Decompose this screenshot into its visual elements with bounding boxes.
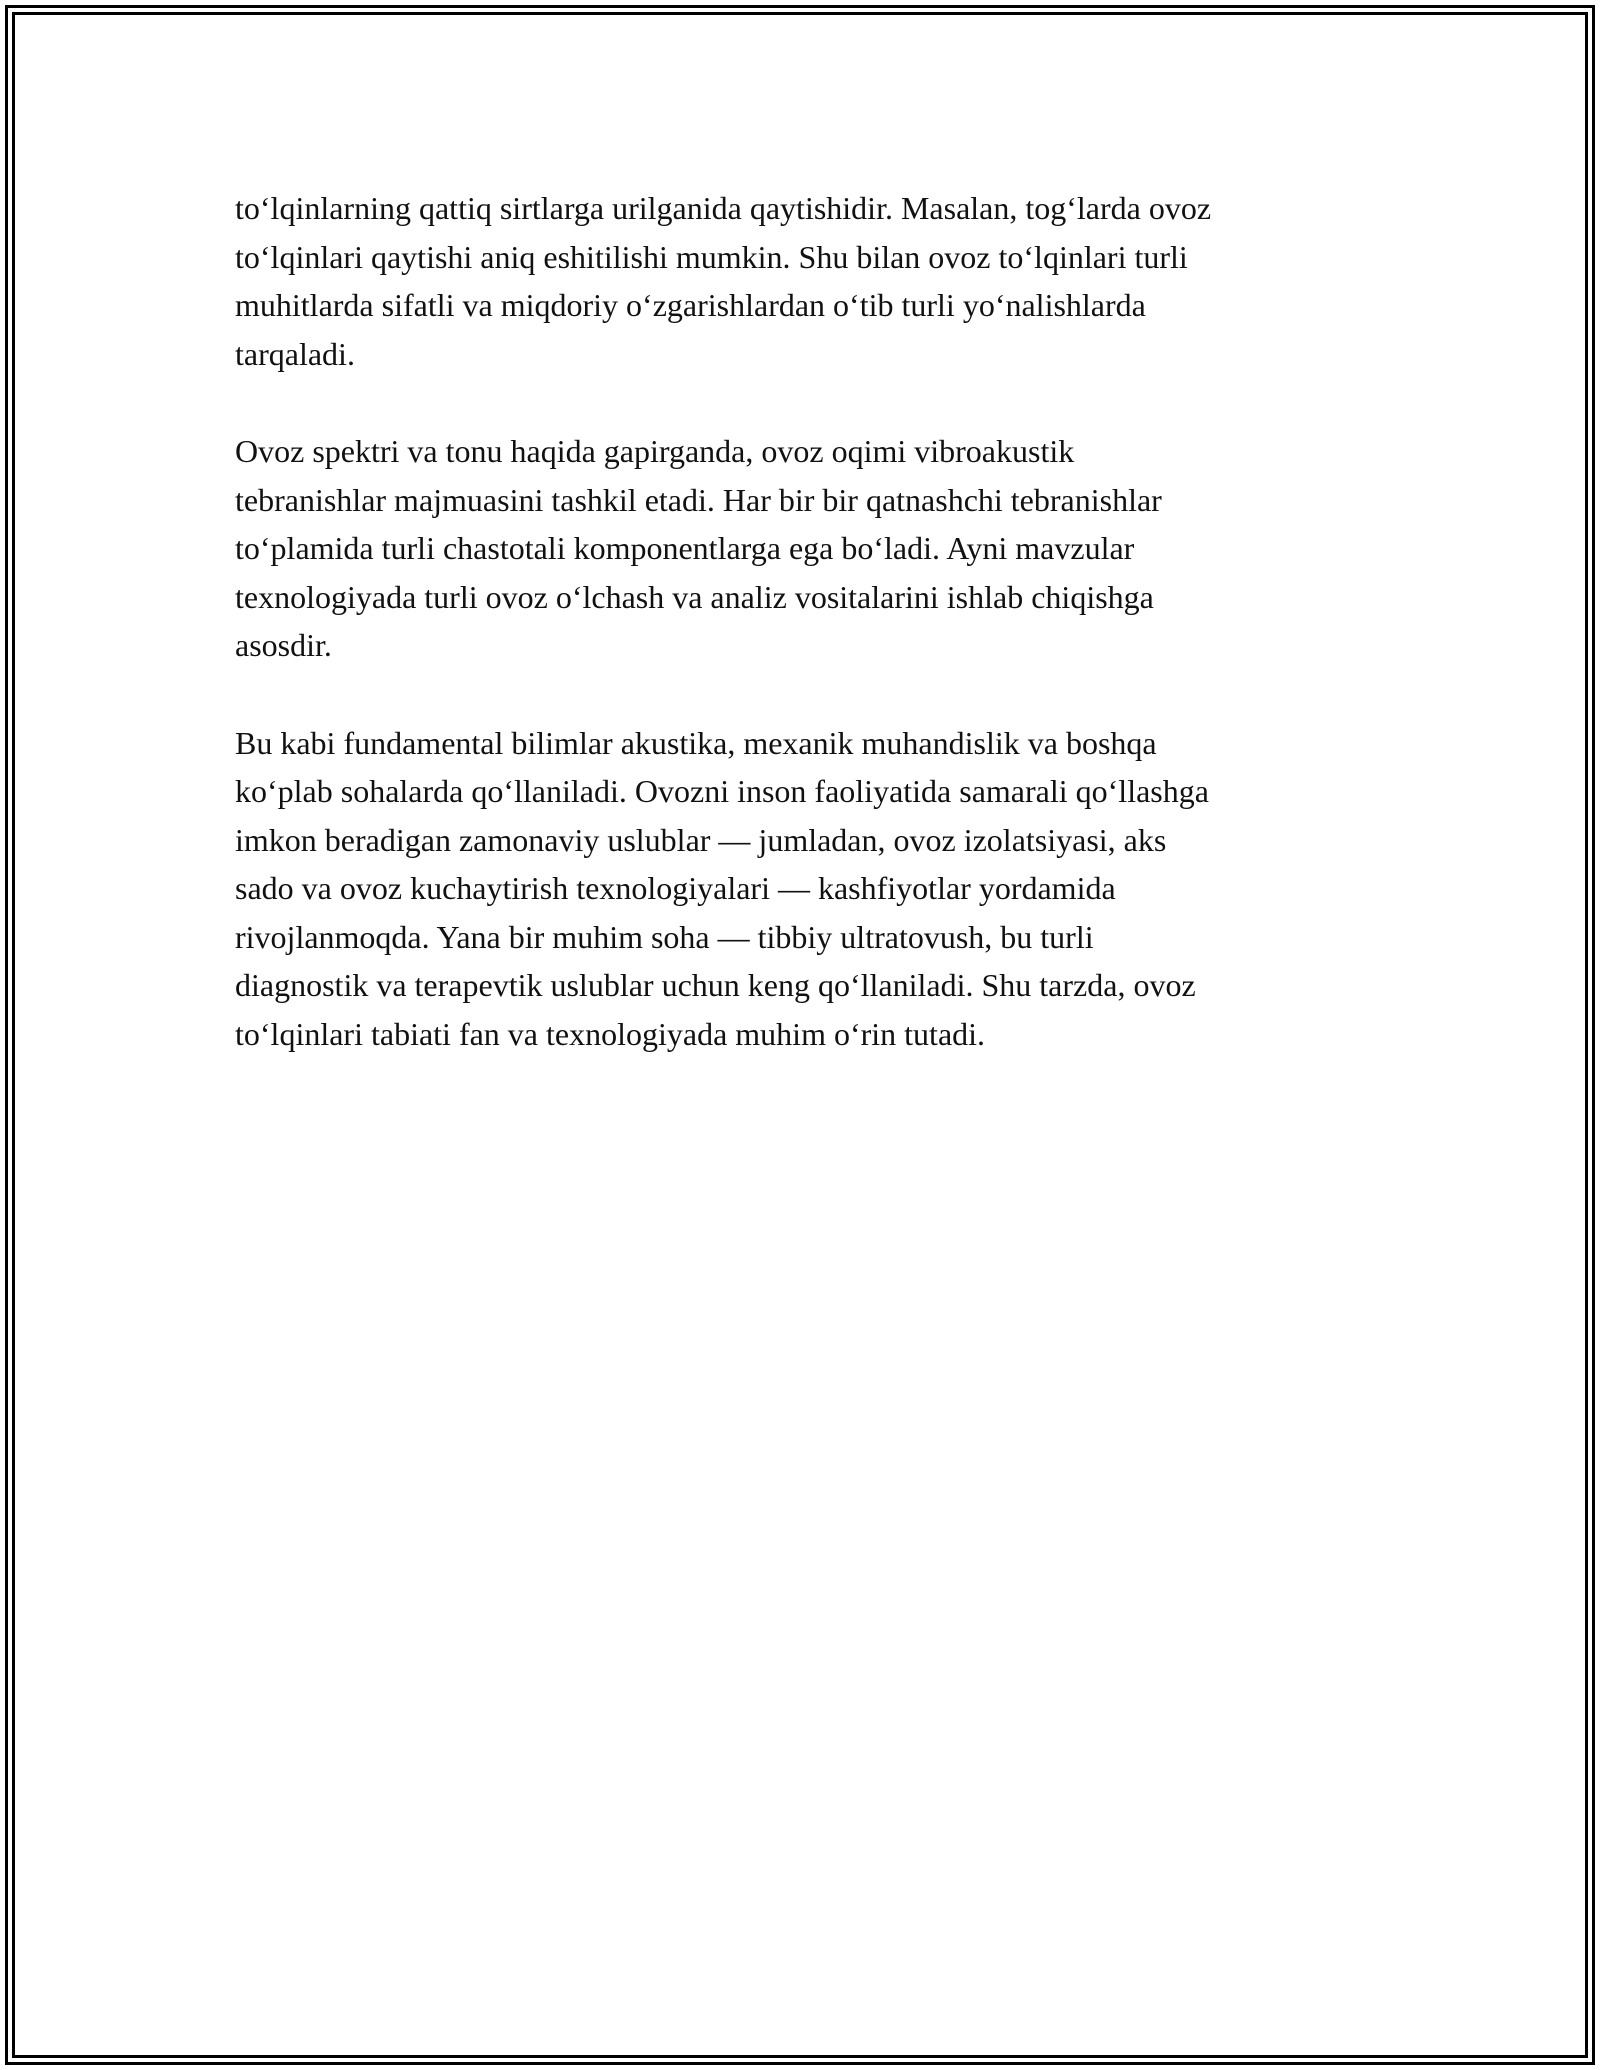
paragraph-3: Bu kabi fundamental bilimlar akustika, mexanik muhandislik va boshqa ko‘plab sohalarda qo‘llaniladi. Ovozni inson faoliyatida samarali qo‘llashga imkon beradigan zamonaviy uslublar — jumladan, ovoz izolatsiyasi, aks sado va ovoz kuchaytirish texnologiyalari — kashfiyotlar yordamida rivojlanmoqda. Yana bir muhim soha — tibbiy ultratovush, bu turli diagnostik va terapevtik uslublar uchun keng qo‘llaniladi. Shu tarzda, ovoz to‘lqinlari tabiati fan va texnologiyada muhim o‘rin tutadi. [235, 724, 1209, 1052]
document-body [235, 184, 1365, 1107]
paragraph-2: Ovoz spektri va tonu haqida gapirganda, ovoz oqimi vibroakustik tebranishlar majmuasini tashkil etadi. Har bir bir qatnashchi tebranishlar to‘plamida turli chastotali komponentlarga ega bo‘ladi. Ayni mavzular texnologiyada turli ovoz o‘lchash va analiz vositalarini ishlab chiqishga asosdir. [235, 433, 1162, 663]
paragraph-1: to‘lqinlarning qattiq sirtlarga urilganida qaytishidir. Masalan, tog‘larda ovoz to‘lqinlari qaytishi aniq eshitilishi mumkin. Shu bilan ovoz to‘lqinlari turli muhitlarda sifatli va miqdoriy o‘zgarishlardan o‘tib turli yo‘nalishlarda tarqaladi. [235, 190, 1212, 372]
